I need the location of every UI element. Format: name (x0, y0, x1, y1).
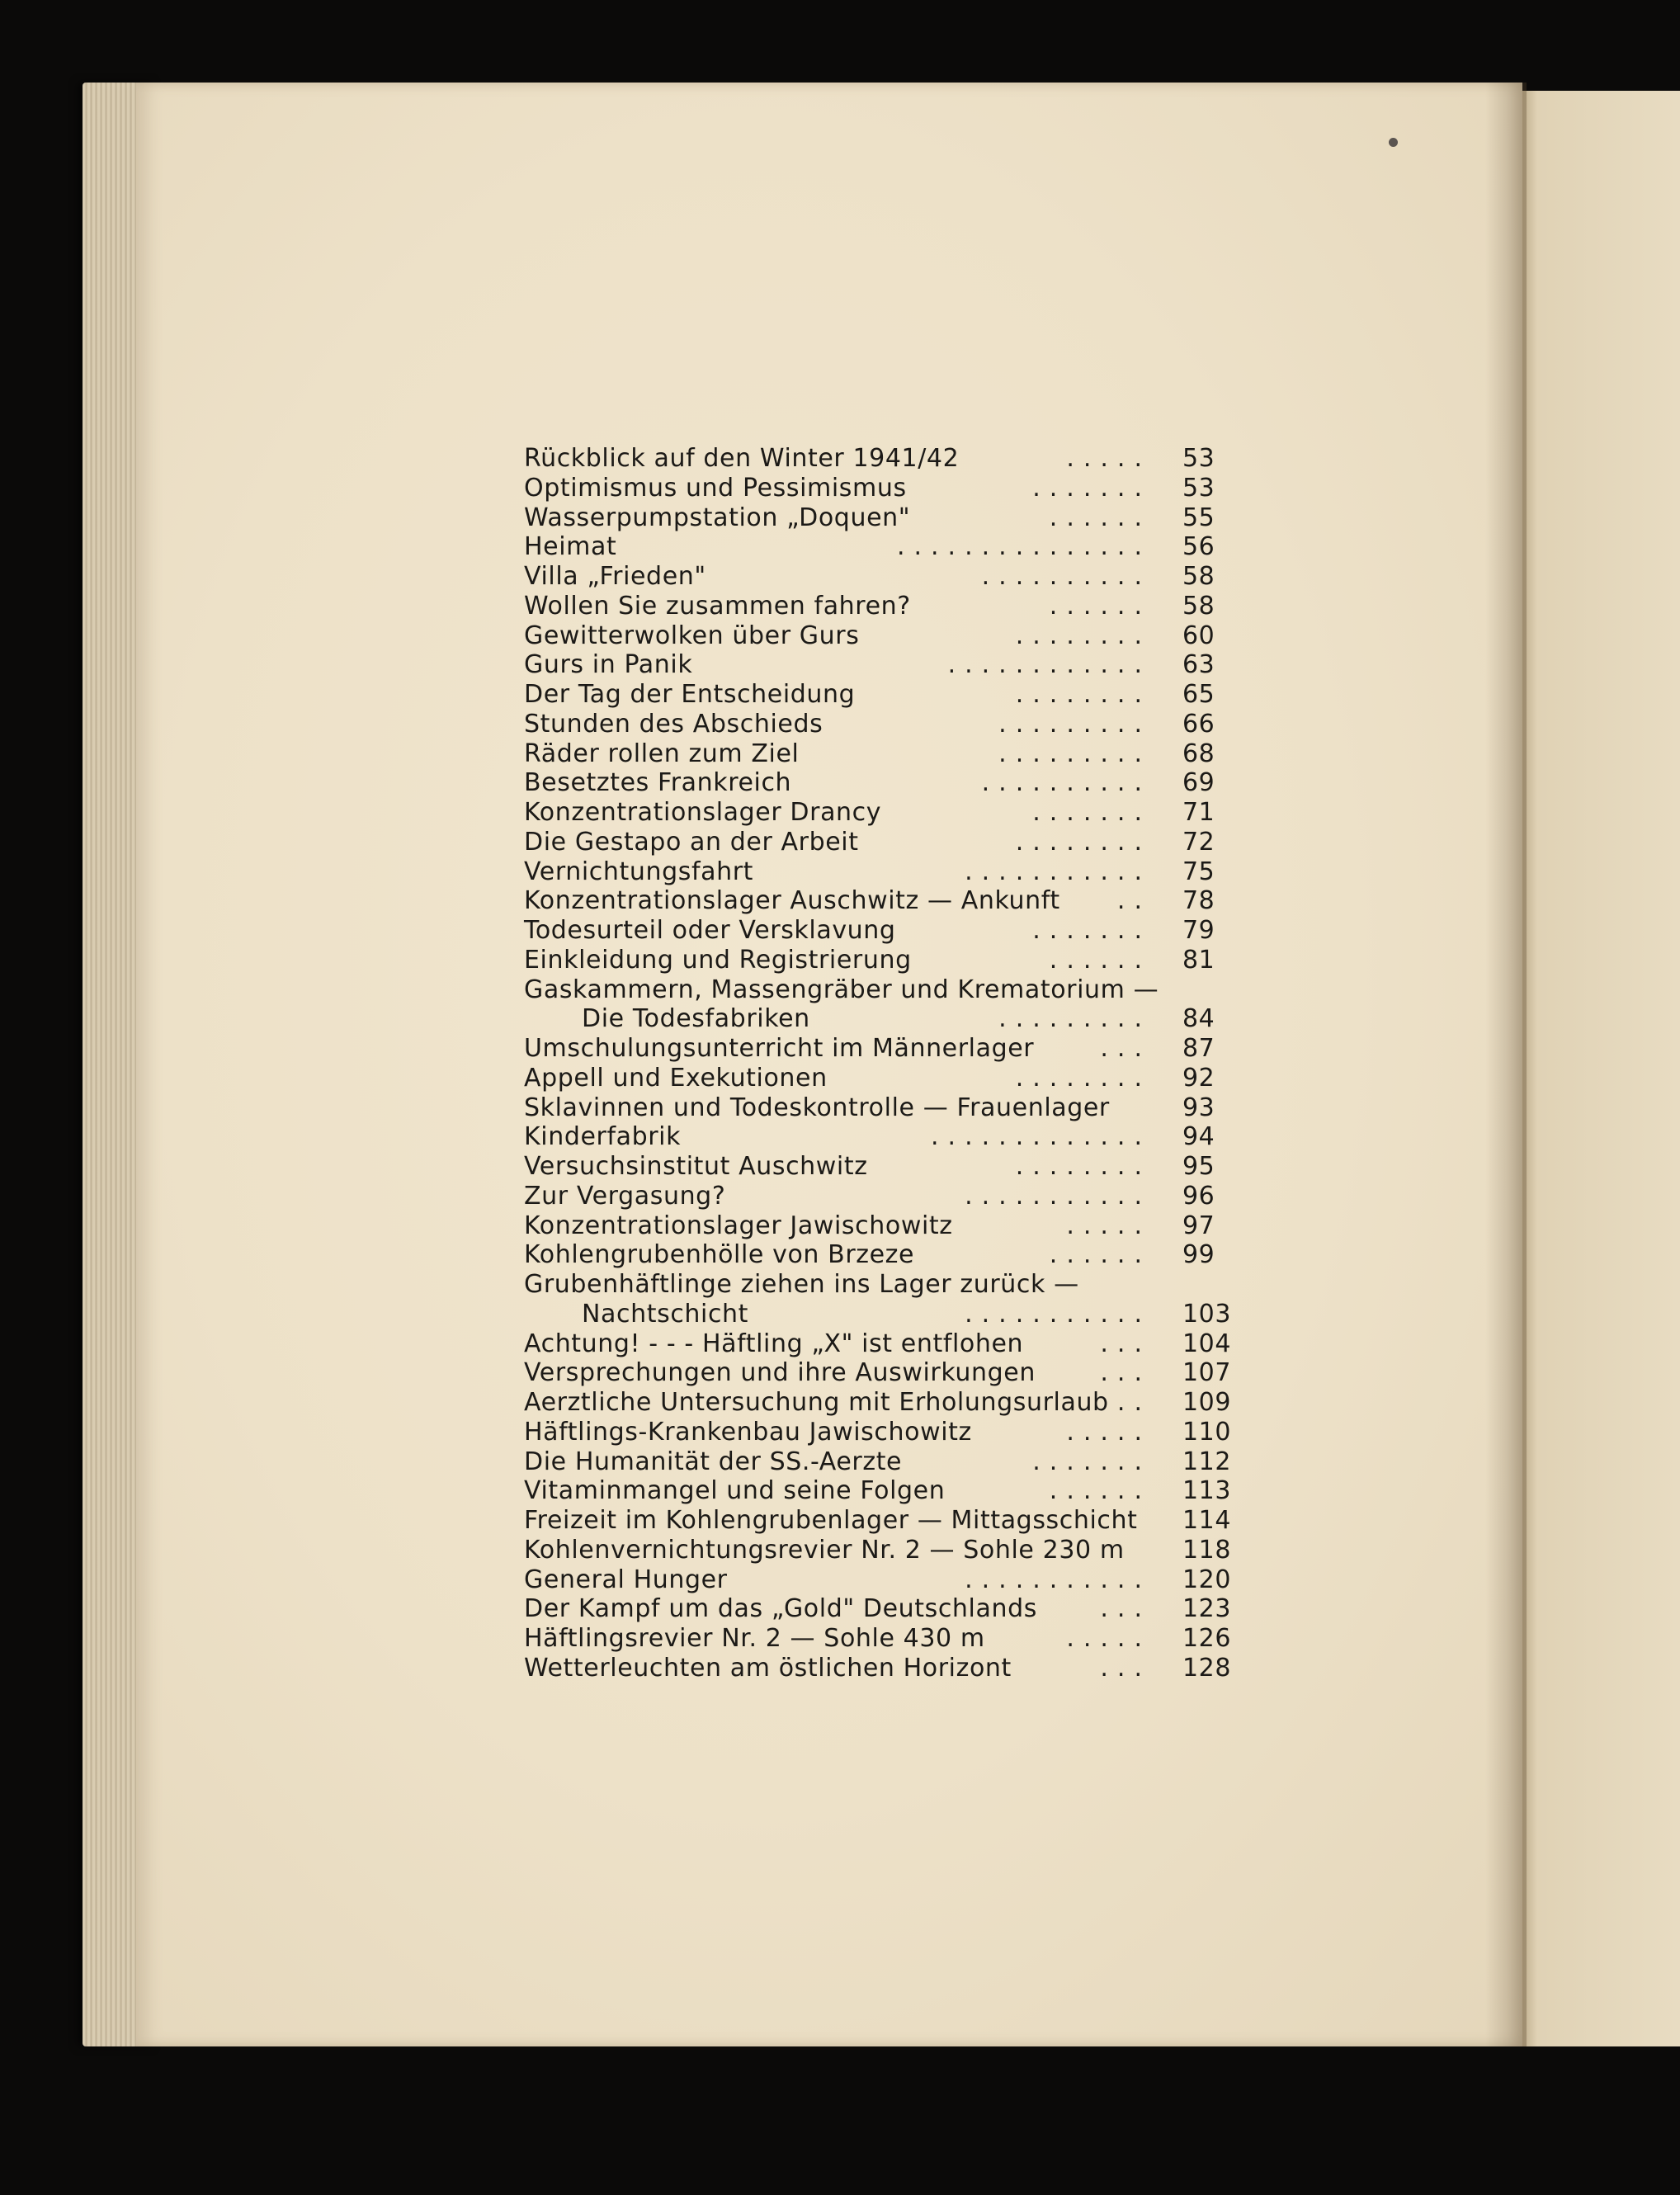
toc-entry-title: Kohlenvernichtungsrevier Nr. 2 — Sohle 230 m (524, 1535, 1125, 1565)
toc-entry (524, 1270, 1242, 1300)
toc-page-number: 58 (1182, 591, 1215, 621)
toc-entry-title: Wetterleuchten am östlichen Horizont (524, 1653, 1012, 1683)
toc-entry-title: Zur Vergasung? (524, 1181, 726, 1211)
toc-entry-title: Todesurteil oder Versklavung (524, 916, 896, 945)
toc-entry-title: Häftlingsrevier Nr. 2 — Sohle 430 m (524, 1624, 985, 1653)
toc-dot-leader: ...... (1049, 591, 1151, 621)
toc-page-number: 95 (1182, 1152, 1215, 1181)
toc-page-number: 103 (1182, 1299, 1232, 1329)
toc-page-number: 79 (1182, 916, 1215, 945)
toc-entry-title: Versuchsinstitut Auschwitz (524, 1152, 868, 1181)
toc-page-number: 107 (1182, 1358, 1232, 1388)
toc-entry-title: Versprechungen und ihre Auswirkungen (524, 1358, 1036, 1388)
toc-dot-leader: ....... (1032, 798, 1151, 827)
toc-entry (524, 1182, 1242, 1211)
toc-entry-title: Appell und Exekutionen (524, 1063, 828, 1093)
toc-page-number: 72 (1182, 827, 1215, 857)
toc-dot-leader: .. (1116, 1388, 1151, 1417)
toc-page-number: 68 (1182, 739, 1215, 768)
toc-page-number: 65 (1182, 680, 1215, 709)
toc-page-number: 69 (1182, 768, 1215, 798)
gutter-shadow (1485, 83, 1527, 2046)
toc-entry-title: Sklavinnen und Todeskontrolle — Frauenlager (524, 1093, 1110, 1122)
toc-page-number: 126 (1182, 1624, 1232, 1653)
toc-entry (524, 621, 1242, 651)
toc-entry (524, 444, 1242, 474)
toc-entry (524, 1565, 1242, 1595)
toc-dot-leader: ... (1100, 1034, 1151, 1063)
toc-dot-leader: ....... (1032, 1447, 1151, 1476)
toc-entry (524, 1300, 1242, 1329)
toc-page-number: 109 (1182, 1388, 1232, 1417)
toc-dot-leader: ........... (965, 1181, 1151, 1211)
toc-dot-leader: ...... (1049, 503, 1151, 532)
toc-entry (524, 828, 1242, 857)
toc-dot-leader: ............ (947, 650, 1151, 680)
toc-entry (524, 1594, 1242, 1624)
table-of-contents (524, 444, 1242, 1683)
toc-page-number: 60 (1182, 621, 1215, 650)
toc-entry-title: Konzentrationslager Jawischowitz (524, 1211, 953, 1240)
toc-dot-leader: ........ (1015, 680, 1151, 709)
toc-entry (524, 1211, 1242, 1241)
toc-entry (524, 1624, 1242, 1654)
toc-entry-title: Heimat (524, 532, 617, 562)
toc-entry-title: Achtung! - - - Häftling „X" ist entflohen (524, 1329, 1024, 1358)
toc-page-number: 87 (1182, 1034, 1215, 1063)
toc-entry (524, 592, 1242, 621)
toc-entry-title: Gewitterwolken über Gurs (524, 621, 860, 650)
toc-entry-title: Räder rollen zum Ziel (524, 739, 800, 768)
toc-dot-leader: ........ (1015, 827, 1151, 857)
toc-entry-title: Nachtschicht (582, 1299, 749, 1329)
toc-page-number: 97 (1182, 1211, 1215, 1240)
toc-entry-title: Die Humanität der SS.-Aerzte (524, 1447, 903, 1476)
toc-entry (524, 562, 1242, 592)
toc-entry-title: Freizeit im Kohlengrubenlager — Mittagsschicht (524, 1506, 1138, 1535)
toc-page-number: 71 (1182, 798, 1215, 827)
toc-page-number: 112 (1182, 1447, 1232, 1476)
toc-entry (524, 680, 1242, 710)
toc-entry (524, 886, 1242, 916)
toc-page-number: 128 (1182, 1653, 1232, 1683)
toc-entry (524, 946, 1242, 975)
toc-entry (524, 916, 1242, 946)
toc-entry (524, 1536, 1242, 1565)
toc-page-number: 94 (1182, 1122, 1215, 1152)
toc-dot-leader: ... (1100, 1653, 1151, 1683)
toc-entry (524, 857, 1242, 887)
toc-entry-title: Grubenhäftlinge ziehen ins Lager zurück — (524, 1270, 1079, 1299)
toc-page-number: 93 (1182, 1093, 1215, 1122)
toc-page-number: 55 (1182, 503, 1215, 532)
toc-dot-leader: ....... (1032, 473, 1151, 503)
toc-entry-title: Der Kampf um das „Gold" Deutschlands (524, 1594, 1037, 1624)
toc-dot-leader: ...... (1049, 945, 1151, 975)
toc-entry (524, 798, 1242, 828)
toc-entry (524, 1122, 1242, 1152)
toc-page-number: 81 (1182, 945, 1215, 975)
toc-dot-leader: ..... (1066, 444, 1151, 473)
toc-dot-leader: ..... (1066, 1211, 1151, 1240)
toc-entry (524, 1329, 1242, 1359)
toc-dot-leader: ... (1100, 1329, 1151, 1358)
toc-page-number: 63 (1182, 650, 1215, 680)
toc-entry (524, 768, 1242, 798)
toc-dot-leader: ... (1100, 1358, 1151, 1388)
toc-dot-leader: ......... (998, 709, 1151, 739)
toc-dot-leader: ......... (998, 739, 1151, 768)
toc-entry (524, 1476, 1242, 1506)
toc-page-number: 123 (1182, 1594, 1232, 1624)
toc-entry (524, 1093, 1242, 1123)
toc-page-number: 92 (1182, 1063, 1215, 1093)
toc-entry-title: Optimismus und Pessimismus (524, 473, 907, 503)
toc-entry-title: Gurs in Panik (524, 650, 693, 680)
toc-entry-title: Vitaminmangel und seine Folgen (524, 1476, 946, 1506)
toc-page-number: 99 (1182, 1240, 1215, 1270)
toc-entry (524, 1358, 1242, 1388)
toc-dot-leader: .......... (981, 562, 1151, 591)
toc-page-number: 53 (1182, 444, 1215, 473)
toc-entry-title: Gaskammern, Massengräber und Krematorium — (524, 975, 1159, 1004)
toc-entry-title: Villa „Frieden" (524, 562, 706, 591)
toc-dot-leader: ........... (965, 1565, 1151, 1594)
toc-entry-title: Die Gestapo an der Arbeit (524, 827, 859, 857)
toc-entry-title: Umschulungsunterricht im Männerlager (524, 1034, 1035, 1063)
toc-page-number: 118 (1182, 1535, 1232, 1565)
toc-page-number: 120 (1182, 1565, 1232, 1594)
toc-entry-title: Die Todesfabriken (582, 1004, 810, 1034)
toc-entry-title: Aerztliche Untersuchung mit Erholungsurlaub (524, 1388, 1109, 1417)
paper-speck (1389, 138, 1398, 147)
toc-entry (524, 1418, 1242, 1447)
toc-page-number: 53 (1182, 473, 1215, 503)
toc-page-number: 56 (1182, 532, 1215, 562)
toc-entry-title: Häftlings-Krankenbau Jawischowitz (524, 1417, 972, 1447)
toc-entry (524, 739, 1242, 769)
toc-dot-leader: ............. (931, 1122, 1151, 1152)
toc-entry (524, 710, 1242, 739)
toc-dot-leader: .. (1116, 886, 1151, 916)
toc-page-number: 66 (1182, 709, 1215, 739)
toc-entry-title: Der Tag der Entscheidung (524, 680, 856, 709)
toc-dot-leader: ........... (965, 857, 1151, 886)
toc-page-number: 114 (1182, 1506, 1232, 1535)
toc-entry (524, 474, 1242, 503)
toc-dot-leader: ....... (1032, 916, 1151, 945)
toc-entry-title: Konzentrationslager Auschwitz — Ankunft (524, 886, 1060, 916)
toc-dot-leader: ..... (1066, 1624, 1151, 1653)
toc-page-number: 58 (1182, 562, 1215, 591)
toc-dot-leader: ........ (1015, 621, 1151, 650)
facing-page (1522, 91, 1680, 2046)
toc-entry-title: General Hunger (524, 1565, 728, 1594)
toc-entry (524, 650, 1242, 680)
toc-entry-title: Konzentrationslager Drancy (524, 798, 882, 827)
toc-entry (524, 503, 1242, 533)
toc-dot-leader: ............... (896, 532, 1151, 562)
toc-entry-title: Kohlengrubenhölle von Brzeze (524, 1240, 915, 1270)
toc-entry (524, 1506, 1242, 1536)
toc-entry (524, 1064, 1242, 1093)
toc-entry-title: Vernichtungsfahrt (524, 857, 754, 886)
toc-page-number: 78 (1182, 886, 1215, 916)
toc-page-number: 75 (1182, 857, 1215, 886)
toc-page-number: 113 (1182, 1476, 1232, 1506)
toc-entry-title: Wasserpumpstation „Doquen" (524, 503, 911, 532)
toc-entry (524, 1152, 1242, 1182)
toc-entry-title: Besetztes Frankreich (524, 768, 792, 798)
toc-entry (524, 1654, 1242, 1683)
toc-entry-title: Wollen Sie zusammen fahren? (524, 591, 911, 621)
toc-page-number: 84 (1182, 1004, 1215, 1034)
toc-dot-leader: ........ (1015, 1152, 1151, 1181)
toc-entry (524, 1388, 1242, 1418)
toc-dot-leader: ........... (965, 1299, 1151, 1329)
toc-entry-title: Rückblick auf den Winter 1941/42 (524, 444, 960, 473)
toc-entry-title: Stunden des Abschieds (524, 709, 823, 739)
toc-entry-title: Einkleidung und Registrierung (524, 945, 912, 975)
toc-dot-leader: ......... (998, 1004, 1151, 1034)
toc-entry (524, 1034, 1242, 1064)
toc-entry (524, 975, 1242, 1005)
toc-page-number: 96 (1182, 1181, 1215, 1211)
toc-entry (524, 532, 1242, 562)
toc-dot-leader: ...... (1049, 1240, 1151, 1270)
toc-dot-leader: ..... (1066, 1417, 1151, 1447)
toc-page-number: 110 (1182, 1417, 1232, 1447)
toc-dot-leader: ... (1100, 1594, 1151, 1624)
toc-entry (524, 1447, 1242, 1477)
toc-dot-leader: ........ (1015, 1063, 1151, 1093)
toc-dot-leader: ...... (1049, 1476, 1151, 1506)
toc-entry (524, 1004, 1242, 1034)
toc-entry-title: Kinderfabrik (524, 1122, 682, 1152)
toc-page-number: 104 (1182, 1329, 1232, 1358)
toc-dot-leader: .......... (981, 768, 1151, 798)
toc-entry (524, 1240, 1242, 1270)
